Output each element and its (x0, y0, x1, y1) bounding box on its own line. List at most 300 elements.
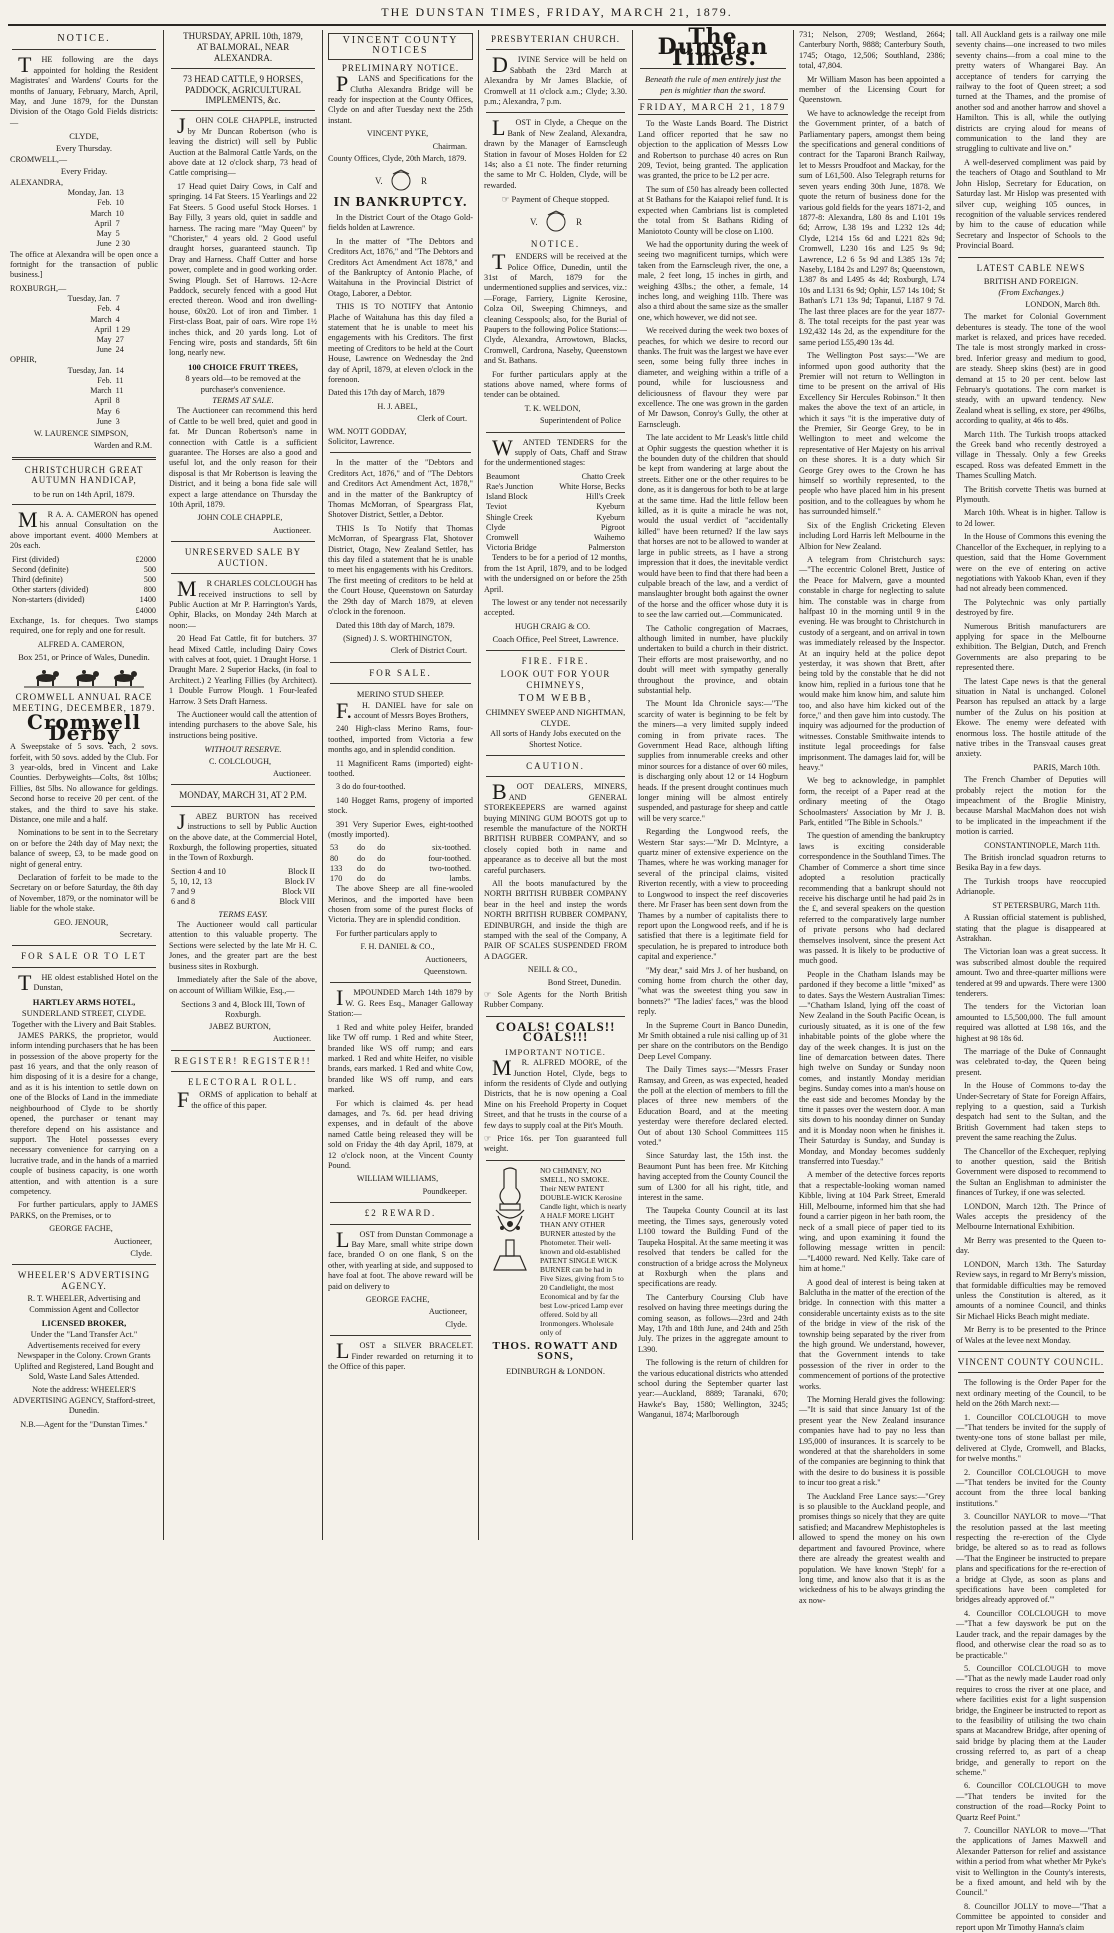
article-paragraph: The Morning Herald gives the following:—"It is said that since January 1st of the present year the New Zealand insurance companies have had to pay no less than L95,000 of insurances. It is scarcely to be wondered at that the shareholders in some of the companies are beginning to think that with the desire to do business it is possible to incur too great a risk." (799, 1395, 945, 1488)
webb-trade: CHIMNEY SWEEP AND NIGHTMAN, CLYDE. (485, 707, 626, 728)
prize-row: Other starters (divided) 800 (12, 585, 156, 595)
article-paragraph: People in the Chatham Islands may be pardoned if they become a little "mixed" as to dates. Says the Western Australian Times:—"Chatham Island, lying off the coast of New Zealand in the South Pacific Ocean, is curiously situated, as it is one of the few inhabitable points of the globe where the day of the week changes. It is just on the line of demarcation between dates. There high twelve on Sunday or Sunday noon comes, and instantly Monday meridian begins. Sunday comes into a man's house on the east side and becomes Monday by the time it passes over the western door. A man sits down to his noonday dinner on Sunday and it is Monday noon when he finishes it. Their Saturday is Sunday, and Sunday is Monday, and Monday becomes suddenly transferred into Tuesday." (799, 969, 945, 1167)
article-paragraph: Mr William Mason has been appointed a member of the Licensing Court for Queenstown. (799, 74, 945, 105)
council-item: 6. Councillor COLCLOUGH to move—"That tenders be invited for the construction of the road—Rocky Point to Quartz Reef Point." (956, 1781, 1106, 1822)
column-divider (478, 30, 479, 1540)
divider (171, 68, 315, 69)
schedule-row: May 6 (96, 406, 120, 416)
webb-note: All sorts of Handy Jobs executed on the Shortest Notice. (490, 729, 621, 749)
block-row: Section 4 and 10 Block II (171, 866, 315, 876)
warden-signature: W. LAURENCE SIMPSON, (33, 428, 129, 438)
for-sale-heading: FOR SALE. (369, 667, 432, 678)
daniel-intro: F.H. DANIEL have for sale on account of Messrs Boyes Brothers, (336, 697, 473, 723)
tender-period: Tenders to be for a period of 12 months, from the 1st April, 1879, and to be lodged with the undersigned on or before the 25th April. (484, 553, 627, 594)
police-tenders-tail: For further particulars apply at the stations above named, where forms of tender can be obtained. (484, 369, 627, 400)
abel-title: Clerk of Court. (417, 414, 467, 424)
cable-item: March 11th. The Turkish troops attacked the Greek band who recently destroyed a village in Thessaly. Only a few Greeks escaped. Ross was defeated Emmett in the Thames Sculling Match. (956, 429, 1106, 481)
bankruptcy-dated: Dated this 17th day of March, 1879 (328, 388, 445, 398)
stage-row: Clyde Pigroot (486, 522, 625, 532)
electoral-heading: ELECTORAL ROLL. (188, 1076, 298, 1087)
divider (330, 683, 471, 684)
divider (330, 662, 471, 663)
service-text: DIVINE Service will be held on Sabbath the 23rd March at Alexandra by Mr James Blackie, of Cromwell at 11 o'clock a.m.; Clyde; 3.30. p.m.; Alexandra, 7 p.m. (484, 52, 627, 107)
divider (171, 784, 315, 785)
sale-date-heading: THURSDAY, APRIL 10th, 1879, (183, 31, 303, 41)
stage-row: Victoria Bridge Palmerston (486, 543, 625, 553)
article-paragraph: Six of the English Cricketing Eleven including Lord Harris left Melbourne in the Albion for New Zealand. (799, 520, 945, 551)
cromwell-heading: CROMWELL,— (10, 155, 68, 165)
colclough-note: The Auctioneer would call the attention of intending purchasers to the above Sale, his instructions being positive. (169, 709, 317, 740)
cable-item: The French Chamber of Deputies will probably reject the motion for the impeachment of the Broglie Ministry, because Marshal MacMahon does not wish to be implicated in the impeachment if the motion is carried. (956, 775, 1106, 837)
alexandra-schedule (10, 188, 158, 249)
court-days-intro: THE following are the days appointed for holding the Resident Magistrates' and Wardens' Courts for the months of January, February, March, April, May, and June 1879, for the Dunstan Division of the Otago Gold Fields districts:— (10, 52, 158, 127)
derby-forfeit: Declaration of forfeit to be made to the Secretary on or before Saturday, the 8th day of November, 1879, or the nominator will be liable for the whole stake. (10, 872, 158, 914)
column-2 (165, 30, 321, 1540)
parks-tail: For further particulars, apply to JAMES PARKS, on the Premises, or to (10, 1200, 158, 1220)
burton-title: Auctioneer. (273, 1034, 311, 1044)
schedule-row: June 24 (96, 345, 124, 355)
weldon-title: Superintendent of Police (540, 416, 621, 426)
secretary-signature: GEO. JENOUR, (53, 917, 109, 927)
monday-heading: MONDAY, MARCH 31, AT 2 P.M. (179, 790, 307, 801)
column-3 (324, 30, 477, 1540)
presbyterian-heading: PRESBYTERIAN CHURCH. (490, 34, 620, 44)
wheeler-sub: R. T. WHEELER, Advertising and Commission Agent and Collector (27, 1294, 141, 1314)
stages-table (484, 472, 627, 554)
divider (486, 755, 625, 756)
without-reserve: WITHOUT RESERVE. (204, 744, 282, 755)
cheque-stopped: ☞ Payment of Cheque stopped. (501, 194, 610, 205)
bankruptcy-court: In the District Court of the Otago Gold-fields holden at Lawrence. (328, 212, 473, 233)
schedule-row: March 10 (90, 208, 124, 218)
lamp-icon (484, 1166, 536, 1276)
divider (171, 541, 315, 542)
pyke-signature: VINCENT PYKE, (366, 129, 429, 139)
sheep-item: 391 Very Superior Ewes, eight-toothed (mostly imported). (328, 819, 473, 839)
divider (171, 806, 315, 807)
divider (486, 112, 625, 113)
cromwell-derby-title: Cromwell Derby (26, 710, 142, 745)
cable-item: In the House of Commons to-day the Under-Secretary of State for Foreign Affairs, replying to a question, said a Turkish despatch had sent to the Sultan, and the British Government had taken steps to prevent the same reaching the Zulus. (956, 1081, 1106, 1143)
divider (171, 573, 315, 574)
divider (958, 257, 1104, 258)
newspaper-motto: Beneath the rule of men entirely just the pen is mightier than the sword. (645, 74, 781, 95)
fache-town: Clyde. (445, 1319, 467, 1329)
article-paragraph: We have to acknowledge the receipt from the Government printer, of a batch of Parliamentary papers, amongst them being the specifications and general conditions of contract for the Taparoni Branch Railway, let to Messrs Proudfoot and Mackay, for the sum of L61,500. Also Telegraph returns for seven years ending 30th June, 1878. We quote the return of business done for the various gold fields for the years 1871-2, and 1877-8: Alexandra, L80 8s and L101 19s 6d; Arrow, L38 19s and L232 12s 4d; Clyde, L214 15s 6d and L221 82s 9d; Cromwell, L230 16s and L25 9s 9d; Lawrence, L2 6 5s 9d and L385 13s 7d; Naseby, L184 2s and L297 8s; Queenstown, L387 8s and L495 4s 4d; Roxburgh, L74 10s and L131 6s 9d; Ophir, L57 14s 10d; St Bathan's L71 13s 9d; Tapanui, L187 9 7d. The last three places are for the year 1877-8. The total receipts for the past year was L92,432 14s 2d, as the expenditure for the same period L55,490 13s 4d. (799, 108, 945, 347)
prize-row: Third (definite) 500 (12, 575, 156, 585)
article-paragraph: Since Saturday last, the 15th inst. the Beaumont Punt has been free. Mr Kitching having accepted from the County Council the sum of L300 for all his right, title, and interest in the same. (638, 1151, 788, 1203)
alexandra-note: The office at Alexandra will be open once a fortnight for the transaction of public business.] (10, 249, 158, 280)
column-divider (163, 30, 164, 1540)
sheep-row: 53 do do six-toothed. (330, 843, 471, 853)
caution-boots-text: BOOT DEALERS, MINERS, AND GENERAL STOREKEEPERS are warned against buying MINING GUM BOOTS got up to resemble the manufacture of the NORTH BRITISH RUBBER COMPANY, and so closely copied both in name and appearance as to deceive all but the most careful purchasers. (484, 779, 627, 875)
race-meeting-heading: CROMWELL ANNUAL RACE MEETING, DECEMBER, 1879. (12, 692, 156, 713)
sole-agents: ☞ Sole Agents for the North British Rubber Company. (484, 990, 627, 1010)
divider (958, 1372, 1104, 1373)
article-paragraph: tall. All Auckland gets is a railway one mile seventy chains—one increased to two miles seventy chains—from a coal mine to the pretty waters of Whangarei Bay. An acceptance of tenders for carrying the railway to the foot of Queen street; a sod turned at the Thames, and the promise of another sod and another harrow and shovel a Hamilton. This is all, while the outlying districts are crying aloud for means of communication to the land they are struggling to cultivate and live on." (956, 30, 1106, 154)
burton-intro: JABEZ BURTON has received instructions to sell by Public Auction on the above date, at the Commercial Hotel, Roxburgh, the following properties, situated in the Town of Roxburgh. (169, 808, 317, 863)
divider (12, 504, 156, 505)
neill-address: Bond Street, Dunedin. (547, 977, 621, 987)
horse-race-engraving (10, 666, 158, 688)
sheep-row: 170 do do lambs. (330, 874, 471, 884)
bankruptcy-notice: THIS IS TO NOTIFY that Antonio Plache of Waitahuna has this day filed a statement that he is unable to meet his engagements with his Creditors. The first meeting of Creditors to be held at the Court House, Lawrence on Wednesday the 2nd day of April, 1879, at eleven o'clock in the forenoon. (328, 302, 473, 384)
divider (330, 452, 471, 453)
consultation-tail: Exchange, 1s. for cheques. Two stamps required, one for reply and one for result. (10, 615, 158, 636)
divider (12, 49, 156, 50)
chapple-note: The Auctioneer can recommend this herd of Cattle to be well bred, quiet and good in fat. Mr Duncan Robertson's name in connection with Cattle is a sufficient guarantee. The Horses are also a good and useful lot, and the only reason for their disposal is that Mr Robertson is leaving the District, and it being a bona fide sale will expect a large attendance on Thursday the 10th April, 1879. (169, 406, 317, 510)
cable-item: The British corvette Thetis was burned at Plymouth. (956, 484, 1106, 505)
sheep-item: 240 High-class Merino Rams, four-toothed, imported from Victoria a few months ago, and in splendid condition. (328, 724, 473, 755)
derby-conditions: A Sweepstake of 5 sovs. each, 2 sovs. forfeit, with 50 sovs. added by the Club. For 3 year-olds, bred in Vincent and Lake Counties. Derbyweights—Colts, 8st 10lbs; Fillies, 8st 5lbs. No allowance for geldings. Second horse to receive 20 per cent. of the stakes, and the third to save his stake. Distance, one mile and a half. (10, 742, 158, 824)
divider (12, 1264, 156, 1265)
colclough-signature: C. COLCLOUGH, (208, 756, 272, 766)
divider (330, 1335, 471, 1336)
wheeler-heading: WHEELER'S ADVERTISING AGENCY. (17, 1270, 151, 1291)
royal-arms-icon (328, 168, 473, 194)
council-item: 2. Councillor COLCLOUGH to move—"That tenders be invited for the County account from the three local banking institutions." (956, 1467, 1106, 1508)
divider (330, 1202, 471, 1203)
colclough-items: 20 Head Fat Cattle, fit for butchers. 37 head Mixed Cattle, including Dairy Cows with calves at foot, quiet. 1 Draught Horse. 1 Draught Mare. 2 Superior Hacks, (in foal to Architect.) 2 Yearling Fillies (by Architect). 1 Double Furrow Plough. 1 Four-leafed Harrow. 3 Sets Draft Harness. (169, 634, 317, 706)
council-item: 4. Councillor COLCLOUGH to move—"That a few dayswork be put on the Lauder track, and the repair damages by the flood, and otherwise clear the road so as to be practicable." (956, 1608, 1106, 1660)
bankruptcy-dated-2: Dated this 18th day of March, 1879. (336, 620, 455, 630)
article-paragraph: The sum of £50 has already been collected at St Bathans for the Kaiapoi relief fund. It is expected when Cambrians list is completed the total from St Bathans Riding of Maniototo County will be close on L100. (638, 184, 788, 236)
article-paragraph: "My dear," said Mrs J. of her husband, on coming home from church the other day, "what was the sweetest thing you saw in bonnets?" "The ladies' faces," was the blood reply. (638, 965, 788, 1017)
lamp-advertisement (484, 1166, 627, 1337)
fire-heading: FIRE. FIRE. (521, 655, 590, 666)
cameron-signature: ALFRED A. CAMERON, (37, 639, 125, 649)
schedule-row: June 2 30 (96, 239, 130, 249)
prize-table (10, 555, 158, 616)
hotel-name: HARTLEY ARMS HOTEL, (32, 996, 136, 1007)
parks-description: JAMES PARKS, the proprietor, would inform intending purchasers that he has been in possession of the above property for the past 16 years, and that the only reason of him disposing of it is a desire for a change, and as it is his intention to settle down on one of the Blocks of Land in the immediate neighbourhood of Clyde to be shortly opened, the purchaser or tenant may therefore depend on his assistance and support. The Hotel possesses every necessary convenience for carrying on a lucrative trade, and in the hands of a married couple of business capacity, is one worth attention, and with attention is a sure competency. (10, 1030, 158, 1196)
moore-text: MR. ALFRED MOORE, of the Junction Hotel, Clyde, begs to inform the residents of Clyde and outlying Districts, that he is now opening a Coal Mine on his Freehold Property in Coquet Street, and that he trusts in the course of a few days to supply coal at the Pit's Mouth. (484, 1055, 627, 1130)
ophir-schedule (10, 366, 158, 427)
cable-item: The tenders for the Victorian loan amounted to L5,500,000. The full amount required was allotted at L98 16s, and the highest at 98 18s 6d. (956, 1002, 1106, 1043)
schedule-row: Feb. 11 (97, 375, 124, 385)
caution-boots-text-2: All the boots manufactured by the NORTH BRITISH RUBBER COMPANY bear in the heel and instep the words NORTH BRITISH RUBBER COMPANY, EDINBURGH, and inside the thigh are stamped with the seal of the Company, A PAIR OF SCALES SUSPENDED FROM A DAGGER. (484, 879, 627, 961)
column-1 (6, 30, 162, 1540)
impounded-items: 1 Red and white poley Heifer, branded like TW off rump. 1 Red and white Steer, branded like WS off rump; and ears marked. 1 Red and white Heifer, no visible brands, ears marked. 1 Red and white Cow, branded like WS off rump, and ears marked. (328, 1022, 473, 1095)
bankruptcy-notice-2: THIS Is To Notify that Thomas McMorran, of Speargrass Flat, Shotover District, Otago, New Zealand Settler, has this day filed a statement that he is unable to meet his engagements with his Creditors. The first meeting of creditors to be held at the Court House, Queenstown on Saturday the 29th day of March 1879, at eleven o'clock in the forenoon. (328, 523, 473, 617)
weldon-signature: T. K. WELDON, (524, 403, 581, 413)
dateline: CONSTANTINOPLE, March 11th. (984, 840, 1100, 850)
cable-item: In the House of Commons this evening the Chancellor of the Exchequer, in replying to a question, said that the Home Government were on the eve of entering on active negotiations with Yakoob Khan, even if they had not already been commenced. (956, 532, 1106, 594)
fache-title: Auctioneer, (428, 1307, 467, 1317)
abel-signature: H. J. ABEL, (377, 401, 418, 411)
county-council-heading: VINCENT COUNTY COUNCIL. (957, 1356, 1105, 1367)
merino-heading: MERINO STUD SHEEP. (356, 689, 445, 700)
divider (958, 1351, 1104, 1352)
cable-item: Mr Berry is to be presented to the Prince of Wales at the levee next Monday. (956, 1325, 1106, 1345)
cameron-address: Box 251, or Prince of Wales, Dunedin. (18, 652, 150, 663)
article-paragraph: A good deal of interest is being taken at Balclutha in the matter of the erection of the bridge. In connection with this matter a considerable uncertainty exists as to the site of the bridge in view of the risk of the township being separated by the river from the high ground. We understand, however, that the Government intends to take possession of the river in order to the commencement of portions of the protective works. (799, 1277, 945, 1391)
schedule-row: Tuesday, Jan. 7 (67, 294, 120, 304)
article-paragraph: To the Waste Lands Board. The District Land officer reported that he saw no objection to the application of Messrs Low and Robertson to purchase 40 acres on Run 209, Teviot, being granted. The application was granted, the price to be L2 per acre. (638, 119, 788, 181)
divider (12, 945, 156, 946)
fache-signature: GEORGE FACHE, (49, 1224, 113, 1234)
bankruptcy-matter-2: In the matter of the "Debtors and Creditors Act, 1876," and of "The Debtors and Creditors Act Amendment Act, 1878," and in the matter of the Bankruptcy of Thomas McMorran, of Speargrass Flat, Shotover District, Settler, a Debtor. (328, 458, 473, 520)
article-paragraph: We had the opportunity during the week of seeing two magnificent turnips, which were taken from the Earnscleugh river, the one, a male, 2 feet long, 15 inches in girth, and weighing 43lbs.; the other, a female, 14 inches long, and weighing 11lb. There was also a third about the same size as the smaller one, which however, we did not see. (638, 239, 788, 322)
daniel-title: Auctioneers, (425, 954, 467, 964)
rowatt-address: EDINBURGH & LONDON. (506, 1365, 605, 1376)
warden-title: Warden and R.M. (93, 441, 152, 451)
colclough-intro: MR CHARLES COLCLOUGH has received instructions to sell by Public Auction at Mr P. Harrington's Yards, Ophir, Blacks, on Monday 24th March at noon:— (169, 576, 317, 630)
williams-signature: WILLIAM WILLIAMS, (356, 1174, 439, 1184)
article-paragraph: We received during the week two boxes of peaches, for which we desire to record our thanks. The fruit was the largest we have ever seen, some being fully three inches in diameter, and weighing within a trifle of a pound, while for lusciousness and deliciousness of flavour they were par excellence. The one was grown in the garden of Mr Dawson, Conroy's Gully, the other at Earnscleugh. (638, 326, 788, 429)
county-offices: County Offices, Clyde, 20th March, 1879. (328, 154, 467, 164)
roxburgh-schedule (10, 294, 158, 355)
schedule-row: Tuesday, Jan. 14 (67, 365, 124, 375)
williams-title: Poundkeeper. (422, 1186, 467, 1196)
article-paragraph: The Wellington Post says:—"We are informed upon good authority that the Premier will not return to Wellington in time to be present on the arrival of His Excellency Sir Hercules Robinson." It then makes the above the text of an article, in which it says "it is the imperative duty of the Premier, Sir George Grey, to be in Wellington to meet and welcome the representative of Her Majesty on his arrival on these shores. It is a duty which Sir George Grey owes to the Crown he has himself so worthily represented, to the people who have placed him in his present position, and to the colleagues by whom he has surrounded himself." (799, 351, 945, 517)
worthington-signature: (Signed) J. S. WORTHINGTON, (343, 633, 452, 643)
cable-item: Numerous British manufacturers are applying for space in the Melbourne exhibition. The Belgian, Dutch, and French Governments are also preparing to be represented there. (956, 621, 1106, 673)
sheep-item: 140 Hogget Rams, progeny of imported stock. (328, 795, 473, 816)
coal-price: ☞ Price 16s. per Ton guaranteed full weight. (484, 1133, 628, 1154)
article-paragraph: The Taupeka County Council at its last meeting, the Times says, generously voted L100 toward the Building Fund of the Taupeka Hospital. At the same meeting it was resolved that tenders be called for the construction of a bridge across the Molyneux at Roxburgh when the plans and specifications are ready. (638, 1206, 788, 1289)
column-divider (322, 30, 323, 1540)
consultation-text: MR A. A. CAMERON has opened his annual Consultation on the above important event. 4000 Members at 20s each. (10, 507, 158, 551)
divider (486, 776, 625, 777)
divider (12, 457, 156, 460)
prize-row: Non-starters (divided) 1400 (12, 595, 156, 605)
handicap-date: to be run on 14th April, 1879. (33, 488, 135, 499)
terms-heading: TERMS AT SALE. (212, 395, 274, 405)
council-item: 3. Councillor NAYLOR to move—"That the resolution passed at the last meeting respecting the re-erection of the Clyde bridge, be altered so as to read as follows—'That the Engineer be instructed to prepare plans and specifications for the re-erection of a bridge at Clyde, as soon as plans and specifications have been completed for bridges already approved of.'" (956, 1512, 1106, 1605)
cable-news-heading: LATEST CABLE NEWS (976, 262, 1086, 273)
chapple-intro: JOHN COLE CHAPPLE, instructed by Mr Duncan Robertson (who is leaving the district) will sell by Public Auction at the Balmoral Cattle Yards, on the above date at 12 o'clock sharp, 73 head of Cattle comprising— (169, 113, 317, 178)
cable-item: LONDON, March 13th. The Saturday Review says, in regard to Mr Berry's mission, that formidable difficulties may be removed unless the Constitution is altered, as it amounts of a nominee Council, and thinks Sir Michael Hicks Beach might mediate. (956, 1259, 1106, 1321)
sheep-row: 133 do do two-toothed. (330, 863, 471, 873)
svg-text:R: R (420, 176, 427, 187)
cable-item: The market for Colonial Government debentures is steady. The tone of the wool market is relaxed, and prices have receded. The tale is most strongly marked in cross-bred. Inferior greasy and medium to good, are steady. Sheep skins (best) are in good demand at 15 to 20 per cent. below last February's quotations. The corn market is steady, with an upward tendency. New Zealand wheat is selling, ex store, per 496lbs, according to quality, at 46s to 48s. (956, 312, 1106, 426)
column-divider (793, 30, 794, 1540)
police-tenders-text: TENDERS will be received at the Police Office, Dunedin, until the 31st of March, 1879 for the undermentioned supplies and services, viz.:—Forage, Farriery, Lignite Kerosine, Colza Oil, Sweeping Chimneys, and cleaning Cesspools; also, for the Burial of Paupers to the following Police Stations:—Clyde, Alexandra, Arrowtown, Blacks, Cromwell, Cardrona, Naseby, Queenstown and St. Bathans. (484, 249, 627, 366)
sheep-item: 3 do do four-toothed. (336, 782, 406, 792)
prize-row: First (divided) £2000 (12, 554, 156, 564)
schedule-row: May 5 (96, 229, 120, 239)
derby-nominations: Nominations to be sent in to the Secretary on or before the 24th day of May next; the balance of sweep, £3, to be made good on night of general entry. (10, 828, 158, 869)
godday-signature: WM. NOTT GODDAY, (328, 426, 407, 436)
column-6 (795, 30, 949, 1605)
colclough-title: Auctioneer. (273, 769, 311, 778)
article-paragraph: 731; Nelson, 2709; Westland, 2664; Canterbury North, 9888; Canterbury South, 1745; Otago, 12,506; Southland, 2386; total, 47,804. (799, 30, 945, 71)
unreserved-heading: UNRESERVED SALE BY AUCTION. (184, 547, 302, 568)
council-item: 7. Councillor NAYLOR to move—"That the applications of James Maxwell and Alexander Patterson for relief and assistance within a period from what whether Mr Pyke's visit to Wellington in the County's interests, be a fixed amount, and held wih by the Council." (956, 1826, 1106, 1898)
webb-name: TOM WEBB, (518, 692, 593, 704)
hotel-intro: THE oldest established Hotel on the Dunstan, (18, 969, 158, 995)
council-item: The following is the Order Paper for the next ordinary meeting of the Council, to be held on the 26th March next:— (956, 1378, 1106, 1409)
cable-item: The marriage of the Duke of Connaught was celebrated to-day, the Queen being present. (956, 1046, 1106, 1077)
article-paragraph: Regarding the Longwood reefs, the Western Star says:—"Mr D. McIntyre, a quartz miner of extensive experience on the Thames, where he was working manager for several of the principal claims, visited Riverton recently, with a view to proceeding to Longwood to inspect the reef discoveries there. Mr Fraser has been sent down from the Thames by a number of capitalists there to report upon the Longwood reefs, and if he is satisfied that there is a legitimate field for speculation, he is prepared to introduce both capital and experience." (638, 827, 788, 962)
schedule-row: March 11 (90, 386, 124, 396)
council-item: 1. Councillor COLCLOUGH to move—"That tenders be invited for the supply of twenty-one tons of stone ballast per mile, delivered at Clyde, Cromwell, and Blacks, for twelve months." (956, 1412, 1106, 1464)
chapple-title: Auctioneer. (273, 525, 311, 535)
lost-cheque-text: LOST in Clyde, a Cheque on the Bank of New Zealand, Alexandra, drawn by the Manager of Earnscleugh Station in favour of Moses Holden for £2 14s; also a £1 note. The finder returning the same to Mr C. Holden, Clyde, will be rewarded. (484, 115, 627, 190)
stage-row: Cromwell Waihemo (486, 533, 625, 543)
stage-row: Island Block Hill's Creek (486, 492, 625, 502)
terms-easy: TERMS EASY. (218, 908, 268, 919)
divider (486, 432, 625, 433)
chapple-signature: JOHN COLE CHAPPLE, (197, 513, 283, 523)
sheep-item: 11 Magnificent Rams (imported) eight-toothed. (328, 758, 473, 778)
wanted-tenders-text: WANTED TENDERS for the supply of Oats, Chaff and Straw for the undermentioned stages: (484, 434, 627, 468)
article-paragraph: The following is the return of children for the various educational districts who attended school during the September quarter last year:—Auckland, 8889; Taranaki, 670; Hawke's Bay, 1580; Wellington, 3245; Wanganui, 1874; Marlborough (638, 1358, 788, 1420)
caution-heading: CAUTION. (526, 760, 585, 771)
hotel-stables: Together with the Livery and Bait Stables. (11, 1019, 157, 1030)
prize-row: Second (definite) 500 (12, 564, 156, 574)
divider (486, 1160, 625, 1161)
masthead-rule (8, 24, 1106, 26)
dateline: PARIS, March 10th. (1033, 762, 1100, 772)
coals-heading: COALS! COALS!! COALS!!! (495, 1018, 616, 1045)
notice-title: NOTICE. (57, 33, 111, 44)
cable-item: The latest Cape news is that the general situation in Natal is unchanged. Colonel Pearson has repulsed an attack by a large number of the Zulus on his position at Ekowe. The enemy were defeated with enormous loss. The hostile attitude of the native tribes in the Transvaal causes great anxiety. (956, 676, 1106, 759)
schedule-row: April 7 (94, 218, 120, 228)
roxburgh-heading: ROXBURGH,— (10, 283, 67, 293)
craig-signature: HUGH CRAIG & CO. (514, 621, 591, 631)
burton-note: The Auctioneer would call particular attention to this valuable property. The Sections were selected by the late Mr H. C. Jones, and the greater part are the best business sites in Roxburgh. (169, 920, 317, 971)
daniel-town: Queenstown. (424, 967, 467, 977)
svg-text:V.: V. (529, 216, 538, 227)
schedule-row: Monday, Jan. 13 (67, 188, 124, 198)
bracelet-text: LOST a SILVER BRACELET. Finder rewarded on returning it to the Office of this paper. (328, 1338, 473, 1372)
divider (486, 650, 625, 651)
cable-item: The Turkish troops have reoccupied Adrianople. (956, 876, 1106, 897)
wheeler-address: Note the address: WHEELER'S ADVERTISING AGENCY, Stafford-street, Dunedin. (12, 1385, 156, 1416)
rowatt-name: THOS. ROWATT AND SONS, (492, 1339, 619, 1363)
vincent-notices-heading: VINCENT COUNTY NOTICES (328, 33, 473, 60)
fache-title: Auctioneer, (113, 1236, 152, 1246)
cable-item: The British ironclad squadron returns to Besika Bay in a few days. (956, 853, 1106, 873)
clyde-heading: CLYDE, (69, 131, 99, 142)
cromwell-days: Every Friday. (60, 166, 108, 177)
ophir-heading: OPHIR, (10, 355, 37, 365)
column-4 (480, 30, 631, 1540)
masthead-running-title: THE DUNSTAN TIMES, FRIDAY, MARCH 21, 1879. (381, 5, 733, 19)
register-heading: REGISTER! REGISTER!! (174, 1055, 312, 1066)
neill-signature: NEILL & CO., (527, 965, 578, 975)
cable-item: March 10th. Wheat is in higher. Tallow is to 2d lower. (956, 508, 1106, 528)
fruit-trees-sub: 8 years old—to be removed at the purchaser's convenience. (185, 373, 301, 394)
fache-town: Clyde. (130, 1248, 152, 1258)
worthington-title: Clerk of District Court. (390, 646, 467, 656)
schedule-row: June 3 (96, 416, 120, 426)
block-row: 5, 10, 12, 13 Block IV (171, 877, 315, 887)
sale-lot-heading: 73 HEAD CATTLE, 9 HORSES, PADDOCK, AGRICULTURAL IMPLEMENTS, &c. (182, 74, 303, 106)
divider (486, 1016, 625, 1017)
sections-text: Sections 3 and 4, Block III, Town of Roxburgh. (181, 998, 305, 1020)
newspaper-masthead: The Dunstan Times. (657, 24, 769, 71)
article-paragraph: The Auckland Free Lance says:—"Grey is so plausible to the Auckland people, and promises things so nicely that they are quite satisfied; and Macandrew Mephistopheles is allowed to spend the money on his own department and favoured Province, where there are already the greatest wealth and population. We have known 'Steph' for a long time, and know also that it is as the wickedness of his to be always grinding the ax now- (799, 1491, 945, 1605)
hotel-street: SUNDERLAND STREET, CLYDE. (21, 1008, 147, 1019)
stage-row: Beaumont Chatto Creek (486, 471, 625, 481)
schedule-row: March 4 (90, 314, 120, 324)
block-row: 6 and 8 Block VIII (171, 897, 315, 907)
sheep-tail: For further particulars apply to (336, 928, 437, 938)
cable-item: The Victorian loan was a great success. It was subscribed almost double the required amount. Two and three-quarter millions were tendered at 99 and upwards. There were 1300 tenderers. (956, 947, 1106, 998)
stage-row: Rae's Junction White Horse, Becks (486, 482, 625, 492)
svg-text:V.: V. (374, 176, 383, 187)
column-5 (634, 24, 792, 1540)
immediately-after: Immediately after the Sale of the above, on account of William Wilkie, Esq.,— (169, 975, 317, 995)
divider (171, 110, 315, 111)
burton-signature: JABEZ BURTON, (209, 1021, 271, 1031)
wheeler-body: Advertisements received for every Newspaper in the Colony. Crown Grants Uplifted and Registered, Land Bought and Sold, Waste Land Sales Attended. (14, 1340, 154, 1382)
block-table (169, 867, 317, 908)
dateline: LONDON, March 8th. (1025, 299, 1100, 309)
svg-text:R: R (575, 216, 582, 227)
schedule-row: Feb. 4 (97, 304, 120, 314)
article-paragraph: A member of the detective forces reports that a respectable-looking woman named Kibble, living at 104 Park Street, Emerald Hill, Melbourne, informed him that she had found a carrier pigeon in her bath room, the neck of a small piece of paper tied to its wing, and upon examining it found the following message written in pencil:—"L4000 reward. Ned Kelly. Take care of him at home." (799, 1170, 945, 1274)
notice-heading: NOTICE. (530, 238, 581, 249)
article-paragraph: The Catholic congregation of Macraes, although limited in number, have pluckily undertaken to build a church in their district. Their efforts are most praiseworthy, and no doubt will meet with sympathy generally throughout the province, and obtain substantial help. (638, 623, 788, 695)
column-divider (950, 30, 951, 1540)
pointing-hand-icon: ☞ (484, 1133, 498, 1143)
sheep-table (328, 843, 473, 884)
broker-sub: Under the "Land Transfer Act." (30, 1329, 138, 1340)
article-paragraph: The Mount Ida Chronicle says:—"The scarcity of water is beginning to be felt by the miners—a very limited supply indeed coming in from private races. The Government Head Race, although lifting supplies from innumerable creeks and other minor sources for a distance of over 60 miles, is discharging only about 12 or 14 Hogburn heads. If the present drought continues much longer mining will be almost entirely suspended, and pasturage for sheep and cattle will be very scarce." (638, 699, 788, 823)
broker-heading: LICENSED BROKER, (41, 1318, 127, 1328)
divider (330, 1224, 471, 1225)
issue-date: FRIDAY, MARCH 21, 1879 (638, 99, 788, 115)
cable-item: The Chancellor of the Exchequer, replying to another question, said the British Government were disposed to recommend to the Sultan an Englishman to administer the finances of Turkey, if one was selected. (956, 1146, 1106, 1198)
reward-heading: £2 REWARD. (364, 1208, 437, 1219)
plans-text: PLANS and Specifications for the Clutha Alexandra Bridge will be ready for inspection at the County Offices, Clyde on and after Tuesday next the 25th instant. (328, 71, 473, 125)
article-paragraph: In the Supreme Court in Banco Dunedin, Mr Smith obtained a rule nisi calling up of 31 per share on the contributors on the Bendigo Deep Level Company. (638, 1020, 788, 1061)
lamp-text: NO CHIMNEY, NO SMELL, NO SMOKE. Their NEW PATENT DOUBLE-WICK Kerosine Candle light, which is nearly A HALF MORE LIGHT THAN ANY OTHER BURNER attested by the Photometer. Their well-known and old-established PATENT SINGLE WICK BURNER can be had in Five Sizes, giving from 5 to 20 Candlelight, the most Economical and by far the best Low-priced Lamp ever offered. Sold by all Ironmongers. Wholesale only of (540, 1165, 627, 1337)
lost-mare-text: LOST from Dunstan Commonage a Bay Mare, small white stripe down face, branded O on one flank, S on the other, with yearling at side, and supposed to have foal at foot. The above reward will be paid on delivery to (328, 1226, 473, 1291)
important-notice-heading: IMPORTANT NOTICE. (505, 1046, 606, 1057)
divider (486, 49, 625, 50)
wheeler-nb: N.B.—Agent for the "Dunstan Times." (20, 1419, 148, 1429)
craig-address: Coach Office, Peel Street, Lawrence. (492, 634, 619, 645)
handicap-heading: CHRISTCHURCH GREAT AUTUMN HANDICAP, (24, 464, 144, 486)
divider (330, 982, 471, 983)
council-item: 5. Councillor COLCLOUGH to move—"That as the newly made Lauder road only requires to cross the river at one place, and where facilities exist for a light suspension bridge, the Engineer be instructed to report as to the feasibility of utilising the two chain spans at Macandrew Bridge, after opening of said bridge by placing them at the Lauder crossing referred to, as part of a cheap bridge, and generally to report on the scheme." (956, 1663, 1106, 1777)
article-paragraph: The late accident to Mr Leask's little child at Ophir suggests the question whether it is the bounden duty of the children that should be kept from wandering at large about the streets. Either one or the other requires to be done, as it is dangerous for both to be at large at the same time. Had the little fellow been killed, as it is quite a miracle he was not, would the usual verdict of "accidentally killed" have been returned? If the law says that horses are not to be allowed to wander at large in public streets, as I have a strong impression that it does, the inevitable verdict would have been to find that there had been a culpable breach of the law, and a verdict of manslaughter brought both against the owner of the horse and the officer whose duty it is to see the law carried out.—Communicated. (638, 433, 788, 620)
godday-title: Solicitor, Lawrence. (328, 437, 395, 446)
divider (171, 1071, 315, 1072)
impounded-intro: IMPOUNDED March 14th 1879 by W. G. Rees Esq., Manager Galloway Station:— (328, 985, 473, 1019)
article-paragraph: The Canterbury Coursing Club have resolved on having three meetings during the coming season, as follows—23rd and 24th May, 17th and 18th June, and 24th and 25th July. The prizes in the aggregate amount to L390. (638, 1292, 788, 1354)
cable-item: A Russian official statement is published, stating that the plague is disappeared at Astrakhan. (956, 913, 1106, 943)
daniel-signature: F. H. DANIEL & CO., (360, 942, 435, 952)
schedule-row: April 1 29 (94, 324, 130, 334)
for-sale-heading: FOR SALE OR TO LET (21, 951, 147, 962)
stage-row: Teviot Kyeburn (486, 502, 625, 512)
council-item: 8. Councillor JOLLY to move—"That a Committee be appointed to consider and report upon Mr Timothy Hanna's claim (956, 1901, 1106, 1932)
cable-item: The Polytechnic was only partially destroyed by fire. (956, 597, 1106, 618)
pointing-hand-icon: ☞ (484, 990, 498, 1000)
pyke-title: Chairman. (432, 141, 467, 151)
bankruptcy-matter: In the matter of "The Debtors and Creditors Act, 1876," and "The Debtors and Creditors Act Amendment Act 1878," and of the Bankruptcy of Antonio Plache, of Waitahuna in the Provincial District of Otago, Laborer, a Debtor. (328, 236, 473, 298)
secretary-title: Secretary. (119, 930, 152, 939)
schedule-row: Feb. 10 (97, 198, 124, 208)
sale-place-heading: AT BALMORAL, NEAR ALEXANDRA. (196, 42, 290, 63)
forms-text: FORMS of application to behalf at the office of this paper. (177, 1087, 317, 1113)
dateline: ST PETERSBURG, March 11th. (992, 900, 1100, 910)
article-paragraph: We beg to acknowledge, in pamphlet form, the receipt of a Paper read at the ordinary meeting of the Otago Schoolmasters' Association by Mr J. B. Park, entitled "The Bible in Schools." (799, 776, 945, 828)
chapple-items: 17 Head quiet Dairy Cows, in Calf and springing. 14 Fat Steers. 15 Yearlings and 22 Fat Steers. 5 Good useful Stock Horses. 1 Bay Filly, 3 years old, quiet in saddle and harness. The racing mare "May Queen" by "Chorister," 4 years old. 2 Good useful draught horses, guaranteed staunch. Tip Dray and Harness. Chaff Cutter and horse power, complete and in good working order. Swing Plough. Set of Harrows. 12-Acre Paddock, securely fenced with a good Hut erected thereon. Wood and iron dwelling-house, 60x20. Lot of iron and Timber. 1 First-class Boat, pair of oars. Wire rope 1½ inches thick, and 20 yards long. Lot of Fencing wire, posts and standards, 5ft 6in long, nearly new. (169, 181, 317, 358)
bankruptcy-heading: IN BANKRUPTCY. (333, 195, 468, 211)
cable-item: Mr Berry was presented to the Queen to-day. (956, 1235, 1106, 1256)
impounded-note: For which is claimed 4s. per head damages, and 7s. 6d. per head driving expenses, and in default of the above named Cattle being released they will be sold on Friday the 4th day April, 1879, at 12 o'clock noon, at the Vincent County Pound. (328, 1098, 473, 1170)
sheep-row: 80 do do four-toothed. (330, 853, 471, 863)
stage-row: Shingle Creek Kyeburn (486, 512, 625, 522)
fruit-trees-heading: 100 CHOICE FRUIT TREES, (188, 361, 298, 372)
